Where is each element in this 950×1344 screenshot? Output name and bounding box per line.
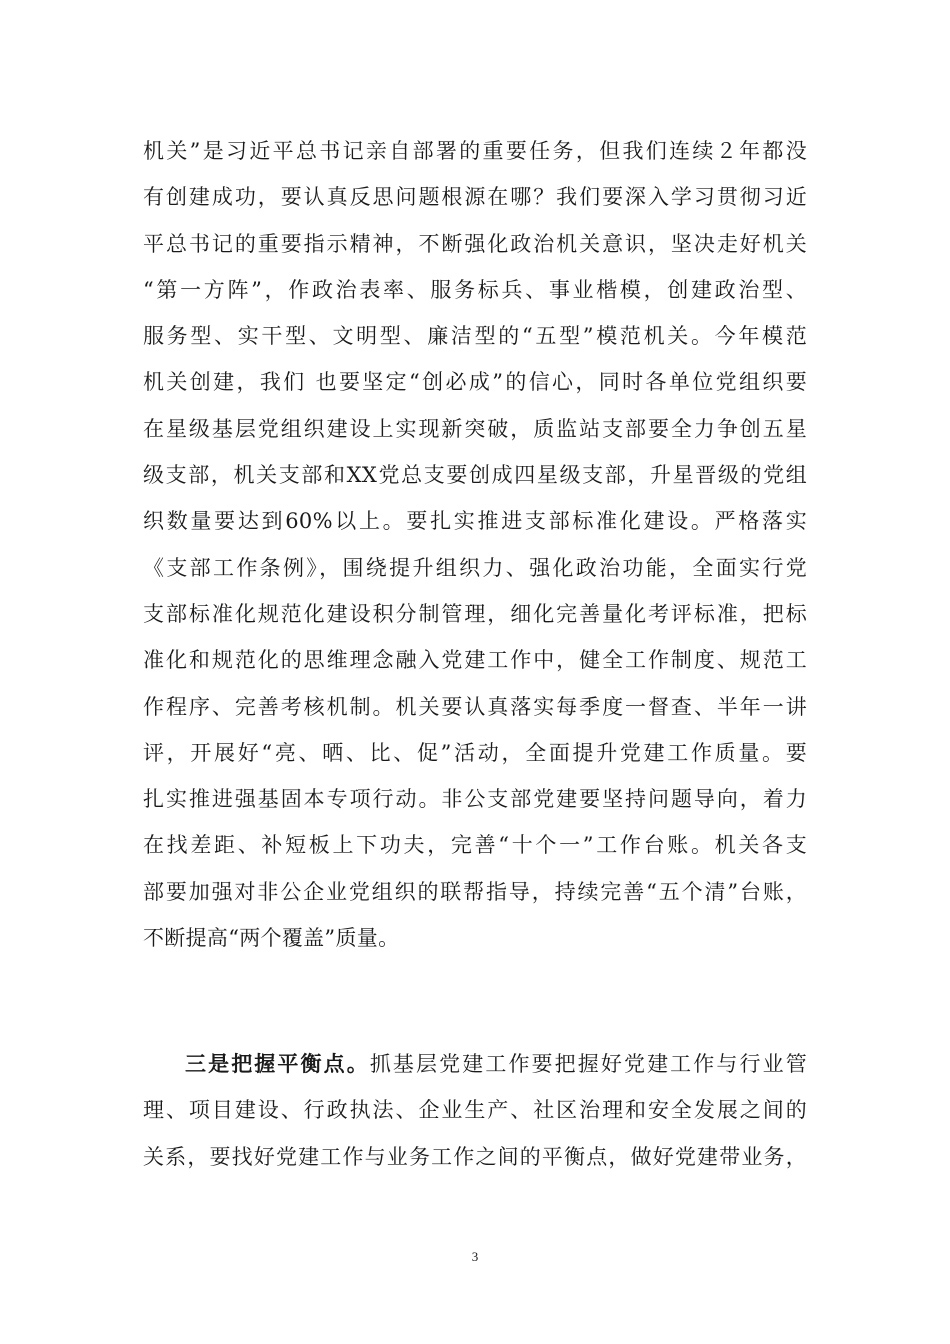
text-line: 关系，要找好党建工作与业务工作之间的平衡点，做好党建带业务，	[143, 1144, 807, 1169]
text-line: 有创建成功，要认真反思问题根源在哪？我们要深入学习贯彻习近	[143, 185, 807, 210]
text-line: 《支部工作条例》，围绕提升组织力、强化政治功能，全面实行党	[143, 555, 807, 580]
text-line-last: 不断提高“两个覆盖”质量。	[143, 926, 400, 951]
text-line: 服务型、实干型、文明型、廉洁型的“五型”模范机关。今年模范	[143, 324, 807, 349]
text-line: 评，开展好“亮、晒、比、促”活动，全面提升党建工作质量。要	[143, 740, 807, 765]
paragraph-model-organ-building	[143, 128, 807, 961]
text-line: 机关”是习近平总书记亲自部署的重要任务，但我们连续２年都没	[143, 139, 807, 163]
text-line: 平总书记的重要指示精神，不断强化政治机关意识，坚决走好机关	[143, 231, 807, 256]
text-line: “第一方阵”，作政治表率、服务标兵、事业楷模，创建政治型、	[143, 277, 807, 302]
text-line: 级支部，机关支部和XX党总支要创成四星级支部，升星晋级的党组	[143, 463, 807, 488]
text-line: 部要加强对非公企业党组织的联帮指导，持续完善“五个清”台账，	[143, 879, 807, 904]
text-line-first	[143, 1041, 807, 1087]
page-number: 3	[471, 1249, 479, 1264]
paragraph-lead-text: 抓基层党建工作要把握好党建工作与行业管	[369, 1052, 807, 1076]
text-line: 织数量要达到60%以上。要扎实推进支部标准化建设。严格落实	[143, 509, 807, 534]
text-line: 在找差距、补短板上下功夫，完善“十个一”工作台账。机关各支	[143, 833, 807, 858]
text-line: 机关创建，我们 也要坚定“创必成”的信心，同时各单位党组织要	[143, 370, 807, 395]
paragraph-lead-heading: 三是把握平衡点。	[185, 1051, 370, 1076]
text-line: 理、项目建设、行政执法、企业生产、社区治理和安全发展之间的	[143, 1098, 807, 1123]
text-line: 扎实推进强基固本专项行动。非公支部党建要坚持问题导向，着力	[143, 787, 807, 812]
paragraph-balance-point	[143, 1041, 807, 1180]
text-line: 支部标准化规范化建设积分制管理，细化完善量化考评标准，把标	[143, 601, 807, 626]
text-line: 作程序、完善考核机制。机关要认真落实每季度一督查、半年一讲	[143, 694, 807, 719]
text-line: 准化和规范化的思维理念融入党建工作中，健全工作制度、规范工	[143, 648, 807, 673]
text-line: 在星级基层党组织建设上实现新突破，质监站支部要全力争创五星	[143, 416, 807, 441]
